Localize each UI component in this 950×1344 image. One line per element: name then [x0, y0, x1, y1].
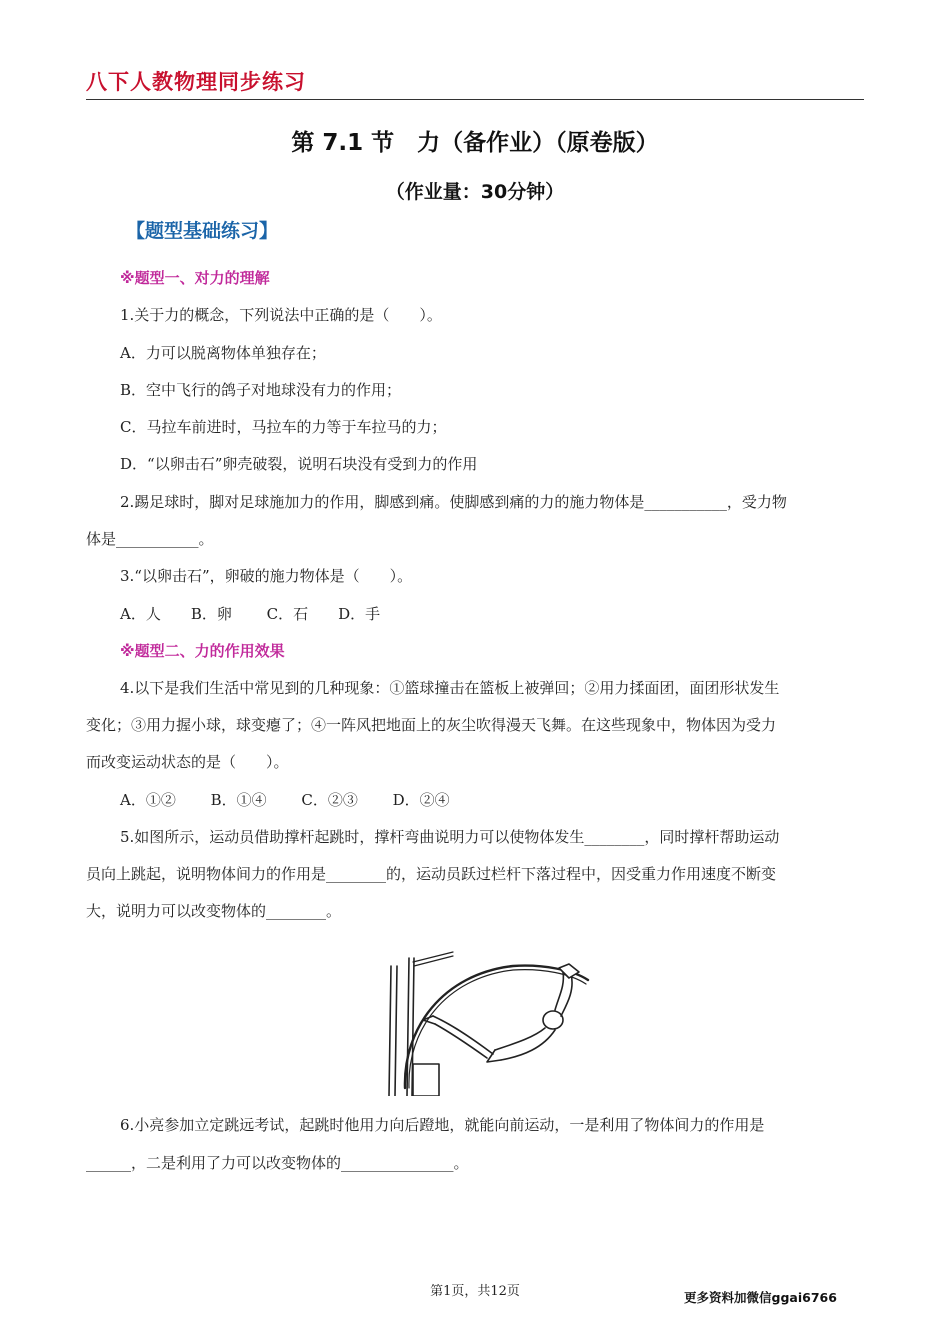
question-1-option-a: A．力可以脱离物体单独存在； — [120, 344, 326, 362]
question-6-line-1: 6.小亮参加立定跳远考试，起跳时他用力向后蹬地，就能向前运动，一是利用了物体间力的作用是 — [120, 1116, 765, 1134]
question-4-options: A．①② B．①④ C．②③ D．②④ — [120, 791, 450, 809]
question-5-line-2: 员向上跳起，说明物体间力的作用是________的，运动员跃过栏杆下落过程中，因受重力作用速度不断变 — [86, 865, 777, 883]
section-heading: 【题型基础练习】 — [126, 220, 279, 242]
question-3-options: A．人 B．卵 C．石 D．手 — [120, 605, 381, 623]
question-1-option-b: B．空中飞行的鸽子对地球没有力的作用； — [120, 381, 402, 399]
question-5-line-1: 5.如图所示，运动员借助撑杆起跳时，撑杆弯曲说明力可以使物体发生________，同时撑杆帮助运动 — [120, 828, 780, 846]
type-heading-1: ※题型一、对力的理解 — [120, 269, 270, 287]
document-title: 第 7.1 节 力（备作业）（原卷版） — [291, 130, 659, 156]
question-2-line-2: 体是___________。 — [86, 530, 214, 548]
question-5-line-3: 大，说明力可以改变物体的________。 — [86, 902, 342, 920]
header-divider — [86, 99, 864, 100]
question-4-line-3: 而改变运动状态的是（ ）。 — [86, 753, 289, 771]
question-1-option-c: C．马拉车前进时，马拉车的力等于车拉马的力； — [120, 418, 447, 436]
footer-contact: 更多资料加微信ggai6766 — [684, 1290, 837, 1305]
question-3-stem: 3.“以卵击石”，卵破的施力物体是（ ）。 — [120, 567, 413, 585]
page-number: 第1页，共12页 — [430, 1284, 520, 1299]
document-subtitle: （作业量：30分钟） — [385, 181, 565, 203]
series-title: 八下人教物理同步练习 — [86, 70, 306, 94]
question-4-line-1: 4.以下是我们生活中常见到的几种现象：①篮球撞击在篮板上被弹回；②用力揉面团，面团形状发生 — [120, 679, 780, 697]
question-1-stem: 1.关于力的概念，下列说法中正确的是（ ）。 — [120, 306, 442, 324]
pole-vault-athlete-icon — [383, 938, 599, 1096]
question-6-line-2: ______，二是利用了力可以改变物体的_______________。 — [86, 1154, 469, 1172]
question-1-option-d: D．“以卵击石”卵壳破裂，说明石块没有受到力的作用 — [120, 455, 478, 473]
question-4-line-2: 变化；③用力握小球，球变瘪了；④一阵风把地面上的灰尘吹得漫天飞舞。在这些现象中，物体因为受力 — [86, 716, 777, 734]
type-heading-2: ※题型二、力的作用效果 — [120, 642, 285, 660]
question-2-line-1: 2.踢足球时，脚对足球施加力的作用，脚感到痛。使脚感到痛的力的施力物体是___________，受力物 — [120, 493, 787, 511]
